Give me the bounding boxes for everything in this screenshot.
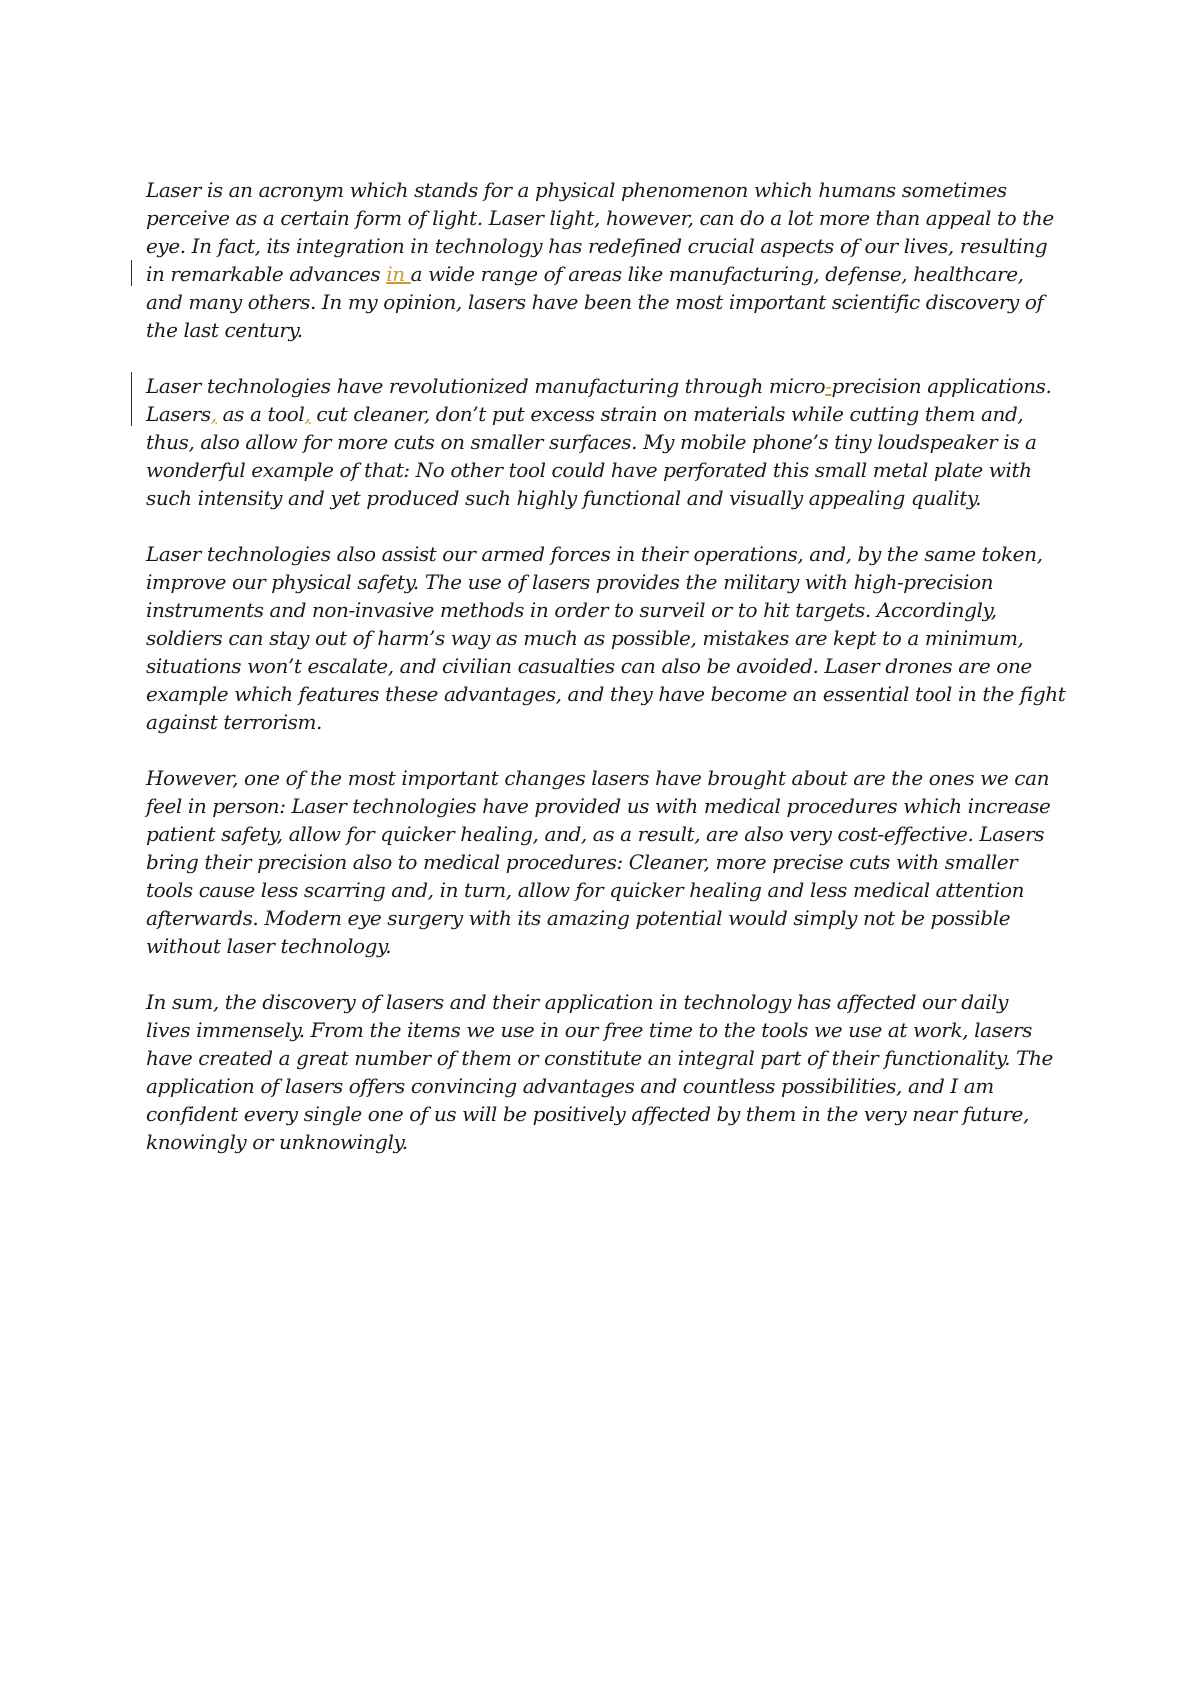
text-line: such intensity and yet produced such highly functional and visually appealing quality. xyxy=(146,486,982,510)
text-run: Laser technologies have revolutionized manufacturing through micro xyxy=(146,374,826,398)
text-line: thus, also allow for more cuts on smaller surfaces. My mobile phone’s tiny loudspeaker is a xyxy=(146,430,1037,454)
text-run: in remarkable advances xyxy=(146,262,387,286)
tracked-insertion: - xyxy=(825,374,832,398)
text-line: the last century. xyxy=(146,318,303,342)
text-line: instruments and non-invasive methods in order to surveil or to hit targets. Accordingly, xyxy=(146,598,997,622)
text-run: a wide range of areas like manufacturing, defense, healthcare, xyxy=(410,262,1024,286)
text-line: bring their precision also to medical procedures: Cleaner, more precise cuts with smaller xyxy=(146,850,1018,874)
text-line: eye. In fact, its integration in technology has redefined crucial aspects of our lives, resulting xyxy=(146,234,1048,258)
tracked-insertion: , xyxy=(210,402,217,426)
text-line: against terrorism. xyxy=(146,710,322,734)
text-line: In sum, the discovery of lasers and their application in technology has affected our daily xyxy=(146,990,1009,1014)
text-line: patient safety, allow for quicker healing, and, as a result, are also very cost-effective. Lasers xyxy=(146,822,1045,846)
change-bar-1 xyxy=(131,260,132,286)
text-line xyxy=(146,372,1096,400)
document-body[interactable] xyxy=(146,176,1096,1184)
text-line: have created a great number of them or constitute an integral part of their functionality. The xyxy=(146,1046,1053,1070)
text-line: afterwards. Modern eye surgery with its amazing potential would simply not be possible xyxy=(146,906,1011,930)
text-line: However, one of the most important changes lasers have brought about are the ones we can xyxy=(146,766,1050,790)
text-line: Laser technologies also assist our armed forces in their operations, and, by the same token, xyxy=(146,542,1043,566)
text-line: tools cause less scarring and, in turn, allow for quicker healing and less medical attention xyxy=(146,878,1025,902)
text-line: perceive as a certain form of light. Laser light, however, can do a lot more than appeal to the xyxy=(146,206,1054,230)
text-line: knowingly or unknowingly. xyxy=(146,1130,408,1154)
text-line: example which features these advantages, and they have become an essential tool in the fight xyxy=(146,682,1066,706)
paragraph-5 xyxy=(146,988,1096,1156)
text-line: soldiers can stay out of harm’s way as much as possible, mistakes are kept to a minimum, xyxy=(146,626,1024,650)
text-line: and many others. In my opinion, lasers have been the most important scientific discovery of xyxy=(146,290,1044,314)
paragraph-3 xyxy=(146,540,1096,736)
tracked-insertion: in xyxy=(386,262,411,286)
text-line: Laser is an acronym which stands for a physical phenomenon which humans sometimes xyxy=(146,178,1007,202)
text-run: precision applications. xyxy=(831,374,1052,398)
paragraph-1 xyxy=(146,176,1096,344)
tracked-insertion: , xyxy=(304,402,311,426)
text-line xyxy=(146,400,1096,428)
text-line: lives immensely. From the items we use in our free time to the tools we use at work, lasers xyxy=(146,1018,1032,1042)
text-line: without laser technology. xyxy=(146,934,392,958)
text-run: cut cleaner, don’t put excess strain on materials while cutting them and, xyxy=(310,402,1024,426)
text-line: improve our physical safety. The use of lasers provides the military with high-precision xyxy=(146,570,994,594)
text-line: feel in person: Laser technologies have provided us with medical procedures which increase xyxy=(146,794,1051,818)
paragraph-2 xyxy=(146,372,1096,512)
change-bar-2 xyxy=(131,372,132,426)
text-line: application of lasers offers convincing advantages and countless possibilities, and I am xyxy=(146,1074,994,1098)
text-line: confident every single one of us will be positively affected by them in the very near future, xyxy=(146,1102,1029,1126)
text-line: wonderful example of that: No other tool could have perforated this small metal plate with xyxy=(146,458,1032,482)
text-run: as a tool xyxy=(216,402,305,426)
text-line: situations won’t escalate, and civilian casualties can also be avoided. Laser drones are one xyxy=(146,654,1032,678)
text-run: Lasers xyxy=(146,402,211,426)
paragraph-4 xyxy=(146,764,1096,960)
text-line xyxy=(146,260,1096,288)
